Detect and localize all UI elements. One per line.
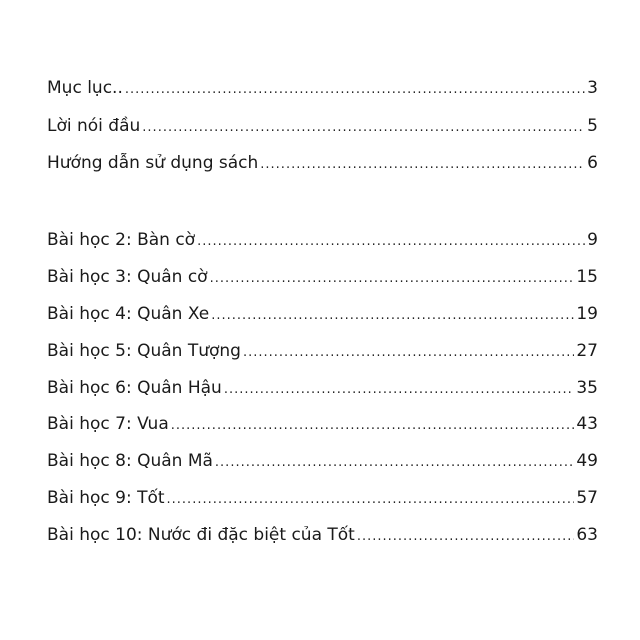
toc-entry-title: Mục lục.. <box>47 78 123 98</box>
toc-leader-dots <box>171 412 575 440</box>
toc-entry-title: Bài học 6: Quân Hậu <box>47 377 222 398</box>
toc-entry-title: Bài học 5: Quân Tượng <box>47 340 241 361</box>
toc-leader-dots <box>167 486 575 514</box>
toc-leader-dots <box>243 339 574 367</box>
toc-entry-page: 3 <box>587 78 598 98</box>
toc-entry <box>47 447 598 484</box>
toc-entry-page: 6 <box>587 153 598 173</box>
toc-leader-dots <box>215 449 574 477</box>
toc-entry-title: Bài học 10: Nước đi đặc biệt của Tốt <box>47 525 355 546</box>
toc-entry <box>47 410 598 447</box>
toc-leader-dots <box>224 376 575 404</box>
toc-front-matter <box>47 74 598 187</box>
toc-entry-page: 9 <box>587 230 598 250</box>
toc-leader-dots <box>357 523 575 551</box>
toc-entry-page: 35 <box>576 377 598 398</box>
toc-entry <box>47 521 598 558</box>
toc-entry-title: Bài học 2: Bàn cờ <box>47 230 196 250</box>
toc-entry <box>47 337 598 374</box>
toc-entry <box>47 300 598 337</box>
toc-entry-page: 49 <box>576 451 598 472</box>
toc-leader-dots <box>260 151 585 179</box>
toc-entry-page: 43 <box>576 414 598 435</box>
toc-entry-title: Bài học 4: Quân Xe <box>47 303 210 324</box>
toc-entry-page: 5 <box>587 115 598 136</box>
toc-entry-page: 57 <box>576 488 598 509</box>
toc-entry <box>47 374 598 411</box>
toc-entry <box>47 226 598 263</box>
toc-entry-title: Bài học 7: Vua <box>47 414 169 435</box>
toc-leader-dots <box>197 228 585 256</box>
toc-entry <box>47 484 598 521</box>
toc-leader-dots <box>125 76 585 104</box>
toc-entry <box>47 74 598 112</box>
toc-entry-page: 63 <box>576 525 598 546</box>
toc-entry-title: Lời nói đầu <box>47 115 141 136</box>
toc-entry-title: Bài học 8: Quân Mã <box>47 451 213 472</box>
toc-entry-page: 19 <box>576 303 598 324</box>
toc-leader-dots <box>142 114 585 142</box>
toc-entry-page: 27 <box>576 340 598 361</box>
toc-lessons <box>47 226 598 558</box>
toc-entry <box>47 149 598 187</box>
toc-entry-page: 15 <box>576 266 598 287</box>
toc-entry <box>47 112 598 150</box>
toc-entry <box>47 263 598 300</box>
toc-entry-title: Hướng dẫn sử dụng sách <box>47 153 259 173</box>
toc-entry-title: Bài học 3: Quân cờ <box>47 266 208 287</box>
toc-leader-dots <box>210 265 575 293</box>
toc-leader-dots <box>211 302 574 330</box>
toc-entry-title: Bài học 9: Tốt <box>47 488 165 509</box>
